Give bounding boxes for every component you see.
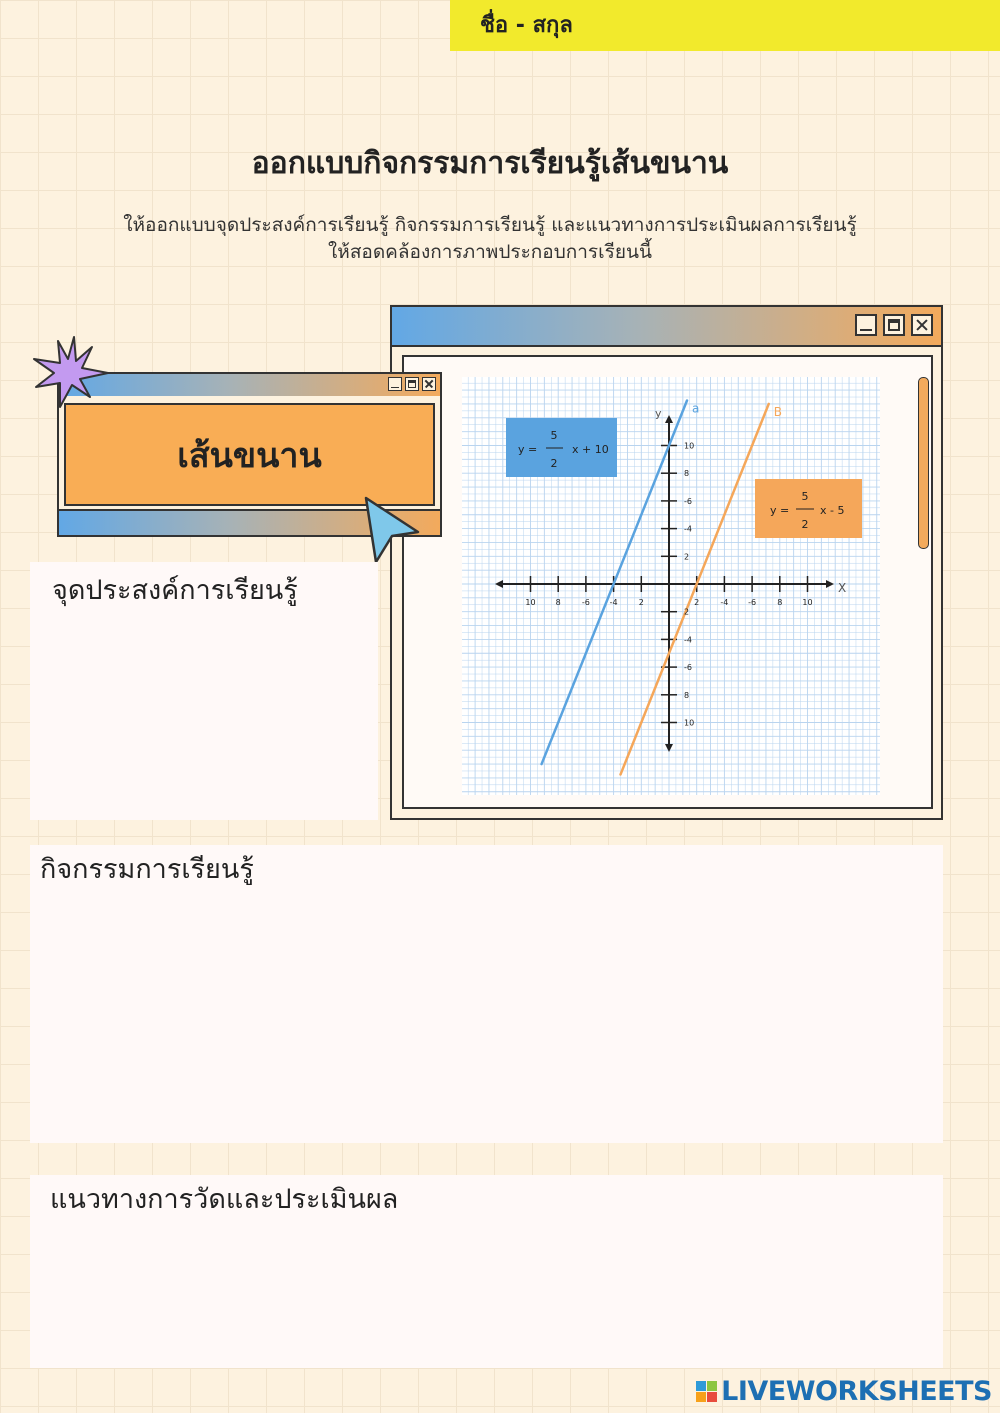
instruction-line-2: ให้สอดคล้องการภาพประกอบการเรียนนี้ bbox=[328, 241, 652, 263]
objectives-box[interactable] bbox=[30, 562, 378, 820]
graph-panel bbox=[402, 355, 933, 809]
y-axis-label: y bbox=[655, 407, 662, 420]
x-tick-label: -4 bbox=[609, 598, 618, 607]
eq-b-numerator: 5 bbox=[801, 490, 809, 503]
close-icon bbox=[911, 314, 933, 336]
series-label-b: B bbox=[773, 404, 782, 419]
eq-a-prefix: y = bbox=[518, 443, 538, 456]
series-label-a: a bbox=[692, 401, 700, 416]
graph-window bbox=[390, 305, 943, 820]
y-tick-label: -4 bbox=[684, 524, 692, 534]
close-icon bbox=[422, 377, 436, 391]
x-tick-label: 2 bbox=[638, 598, 644, 607]
x-tick-label: 10 bbox=[802, 598, 813, 607]
x-tick-label: -6 bbox=[748, 598, 757, 607]
eq-a-denominator: 2 bbox=[550, 457, 558, 470]
graph-window-titlebar bbox=[392, 307, 941, 347]
y-tick-label: 2 bbox=[684, 607, 690, 617]
x-axis-label: X bbox=[838, 581, 847, 595]
eq-a-suffix: x + 10 bbox=[572, 443, 609, 456]
assessment-label: แนวทางการวัดและประเมินผล bbox=[50, 1184, 399, 1215]
activities-label: กิจกรรมการเรียนรู้ bbox=[40, 854, 254, 885]
maximize-icon bbox=[405, 377, 419, 391]
logo-mark-icon bbox=[696, 1381, 717, 1402]
topic-title-card bbox=[64, 403, 435, 506]
y-tick-label: 2 bbox=[684, 552, 690, 562]
starburst-icon bbox=[30, 335, 112, 411]
y-tick-label: 8 bbox=[684, 469, 690, 479]
title-window-titlebar bbox=[59, 374, 440, 396]
name-bar bbox=[450, 0, 1000, 51]
y-tick-label: -6 bbox=[684, 496, 692, 506]
x-tick-label: 10 bbox=[525, 598, 536, 607]
page-title: ออกแบบกิจกรรมการเรียนรู้เส้นขนาน bbox=[251, 146, 729, 181]
y-tick-label: 10 bbox=[684, 718, 695, 728]
x-tick-label: 8 bbox=[777, 598, 783, 607]
activities-box[interactable] bbox=[30, 845, 943, 1143]
scrollbar bbox=[918, 377, 929, 549]
y-tick-label: 8 bbox=[684, 690, 690, 700]
minimize-icon bbox=[388, 377, 402, 391]
instruction-text bbox=[70, 212, 910, 266]
instruction-line-1: ให้ออกแบบจุดประสงค์การเรียนรู้ กิจกรรมการเรียนรู้ และแนวทางการประเมินผลการเรียนรู้ bbox=[123, 214, 857, 236]
topic-title: เส้นขนาน bbox=[177, 435, 322, 476]
name-label: ชื่อ - สกุล bbox=[480, 13, 573, 38]
logo-text: LIVEWORKSHEETS bbox=[721, 1376, 992, 1407]
cursor-arrow-icon bbox=[362, 494, 422, 566]
x-tick-label: -6 bbox=[581, 598, 590, 607]
maximize-icon bbox=[883, 314, 905, 336]
y-tick-label: 10 bbox=[684, 441, 695, 451]
objectives-label: จุดประสงค์การเรียนรู้ bbox=[52, 575, 298, 606]
assessment-box[interactable] bbox=[30, 1175, 943, 1368]
eq-a-numerator: 5 bbox=[550, 429, 558, 442]
eq-b-suffix: x - 5 bbox=[820, 504, 845, 517]
x-tick-label: 2 bbox=[694, 598, 700, 607]
eq-b-denominator: 2 bbox=[801, 518, 809, 531]
x-tick-label: -4 bbox=[720, 598, 729, 607]
parallel-lines-graph bbox=[462, 377, 880, 795]
y-tick-label: -6 bbox=[684, 663, 692, 673]
liveworksheets-logo bbox=[696, 1376, 992, 1407]
minimize-icon bbox=[855, 314, 877, 336]
equation-box-a bbox=[506, 418, 617, 477]
x-tick-label: 8 bbox=[555, 598, 561, 607]
equation-box-b bbox=[755, 479, 862, 538]
y-tick-label: -4 bbox=[684, 635, 692, 645]
eq-b-prefix: y = bbox=[770, 504, 790, 517]
